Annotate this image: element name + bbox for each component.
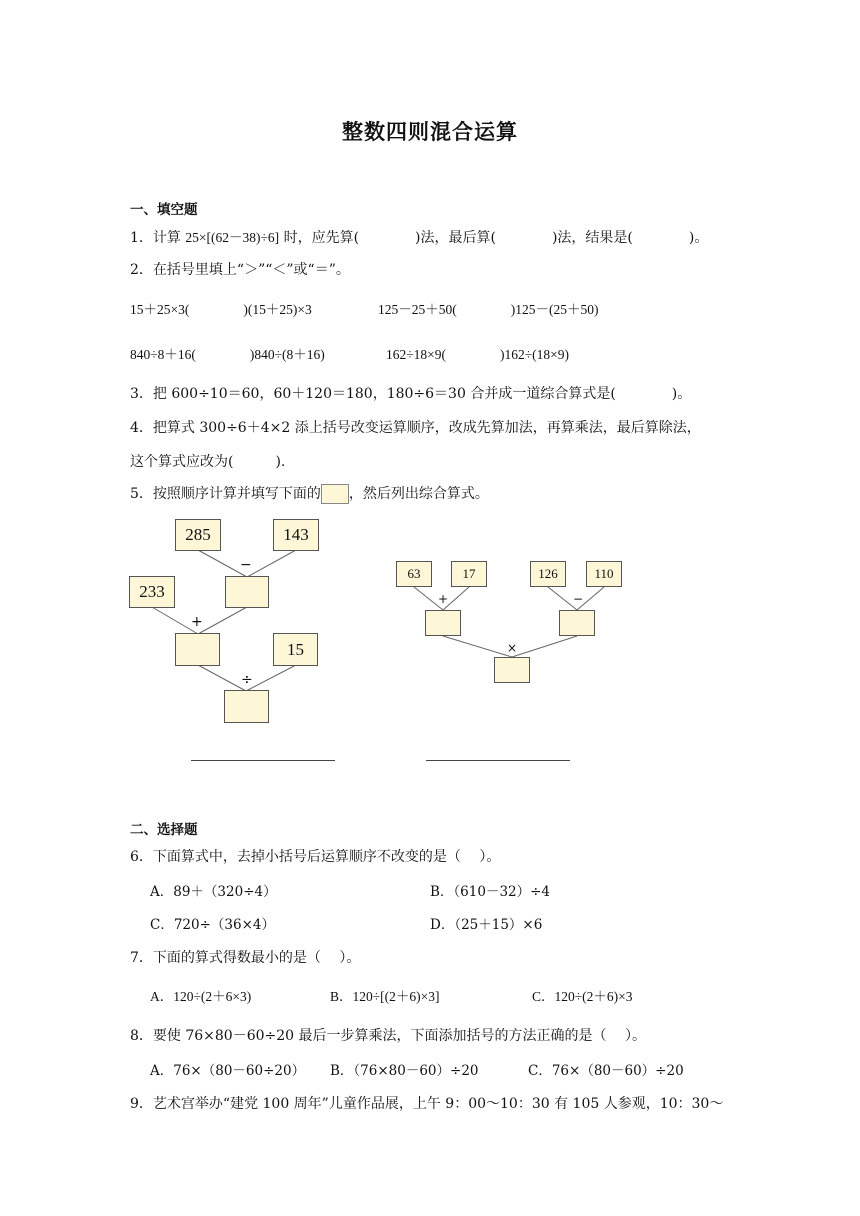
question-9: 9．艺术宫举办“建党 100 周年”儿童作品展，上午 9：00～10：30 有 105 人参观，10：30～ [130, 1096, 724, 1112]
tree1-answer-box[interactable] [224, 690, 269, 723]
tree1-answer-box[interactable] [175, 633, 220, 666]
tree2-operator: + [438, 592, 449, 606]
question-4-line-2: 这个算式应改为( ). [130, 454, 286, 470]
question-5-prefix: 5．按照顺序计算并填写下面的 [130, 486, 321, 502]
tree1-number-box: 143 [273, 519, 319, 551]
question-2: 2．在括号里填上“＞”“＜”或“＝”。 [130, 262, 350, 278]
tree1-number-box: 285 [175, 519, 221, 551]
tree2-number-box: 126 [530, 561, 566, 587]
tree1-operator: + [191, 614, 203, 630]
section-fill-blank-heading: 一、填空题 [130, 202, 198, 218]
tree1-operator: − [240, 557, 252, 573]
question-6: 6．下面算式中，去掉小括号后运算顺序不改变的是（ ）。 [130, 849, 501, 865]
tree2-number-box: 63 [396, 561, 432, 587]
option-7-c[interactable]: C．120÷(2＋6)×3 [532, 989, 633, 1004]
question-3: 3．把 600÷10＝60，60＋120＝180，180÷6＝30 合并成一道综合算式是( )。 [130, 386, 692, 402]
question-1-suffix: 时，应先算( )法，最后算( )法，结果是( )。 [279, 230, 709, 246]
option-7-b[interactable]: B．120÷[(2＋6)×3] [330, 989, 440, 1004]
compare-4: 162÷18×9( )162÷(18×9) [386, 347, 570, 362]
question-1-prefix: 1．计算 [130, 230, 186, 246]
option-8-b[interactable]: B．（76×80－60）÷20 [330, 1063, 479, 1079]
question-7: 7．下面的算式得数最小的是（ ）。 [130, 950, 361, 966]
tree2-number-box: 17 [451, 561, 487, 587]
tree2-answer-box[interactable] [425, 610, 461, 636]
tree1-answer-line[interactable] [191, 760, 335, 761]
option-8-a[interactable]: A．76×（80－60÷20） [150, 1063, 306, 1079]
compare-3: 840÷8＋16( )840÷(8＋16) [130, 347, 325, 362]
tree1-answer-box[interactable] [225, 576, 269, 608]
question-1-expression: 25×[(62－38)÷6] [185, 230, 280, 245]
tree2-operator: − [573, 592, 584, 606]
compare-1: 15＋25×3( )(15＋25)×3 [130, 302, 312, 317]
question-5-suffix: ，然后列出综合算式。 [348, 486, 489, 502]
compare-2: 125－25＋50( )125－(25＋50) [378, 302, 599, 317]
option-8-c[interactable]: C．76×（80－60）÷20 [528, 1063, 684, 1079]
tree1-number-box: 15 [273, 633, 318, 666]
tree2-answer-box[interactable] [494, 657, 530, 683]
tree1-number-box: 233 [129, 576, 175, 608]
tree2-answer-line[interactable] [426, 760, 570, 761]
option-6-d[interactable]: D．（25＋15）×6 [430, 917, 543, 933]
question-4-line-1: 4．把算式 300÷6＋4×2 添上括号改变运算顺序，改成先算加法，再算乘法，最后算除法， [130, 420, 701, 436]
option-7-a[interactable]: A．120÷(2＋6×3) [150, 989, 252, 1004]
tree2-answer-box[interactable] [559, 610, 595, 636]
question-8: 8．要使 76×80－60÷20 最后一步算乘法，下面添加括号的方法正确的是（ ）。 [130, 1028, 646, 1044]
option-6-b[interactable]: B．（610－32）÷4 [430, 884, 551, 900]
page-title: 整数四则混合运算 [342, 120, 518, 144]
tree2-number-box: 110 [586, 561, 622, 587]
section-choice-heading: 二、选择题 [130, 822, 198, 838]
tree2-operator: × [507, 641, 518, 655]
option-6-c[interactable]: C．720÷（36×4） [150, 917, 275, 933]
tree1-operator: ÷ [241, 672, 253, 688]
option-6-a[interactable]: A．89＋（320÷4） [150, 884, 277, 900]
